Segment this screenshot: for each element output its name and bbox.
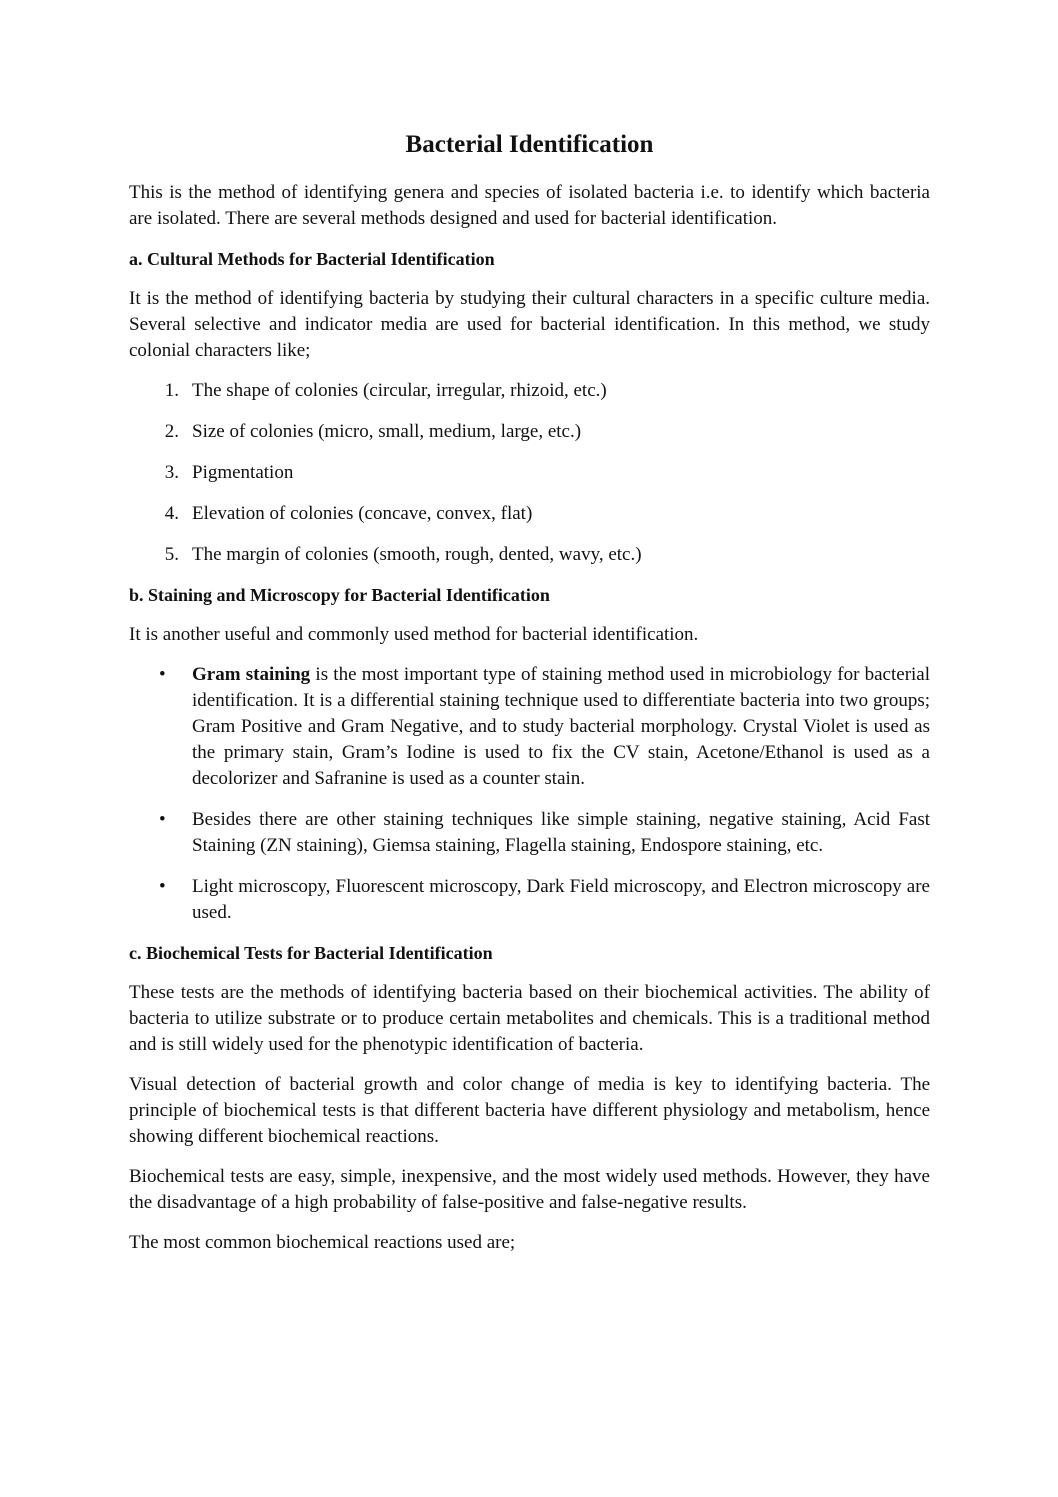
list-item <box>129 807 930 859</box>
section-c-paragraph: Biochemical tests are easy, simple, inexpensive, and the most widely used methods. However, they have the disadvantage of a high probability of false-positive and false-negative results. <box>129 1166 930 1213</box>
staining-bullet-list <box>129 662 930 926</box>
list-item-number: 4. <box>164 503 179 524</box>
colony-characters-list <box>129 378 930 568</box>
list-item-text: Pigmentation <box>192 462 294 483</box>
list-item <box>129 378 930 404</box>
section-c-heading: c. Biochemical Tests for Bacterial Identification <box>129 943 493 963</box>
list-item-text: Light microscopy, Fluorescent microscopy, Dark Field microscopy, and Electron microscopy are used. <box>192 876 930 923</box>
section-a-paragraph: It is the method of identifying bacteria by studying their cultural characters in a specific culture media. Several selective and indicator media are used for bacterial identification. In this method, we study colonial characters like; <box>129 288 930 361</box>
list-item <box>129 542 930 568</box>
list-item-text: Size of colonies (micro, small, medium, large, etc.) <box>192 421 582 442</box>
list-item <box>129 419 930 445</box>
section-b-heading: b. Staining and Microscopy for Bacterial Identification <box>129 585 550 605</box>
section-c-paragraph: Visual detection of bacterial growth and color change of media is key to identifying bacteria. The principle of biochemical tests is that different bacteria have different physiology and metabolism, hence showing different biochemical reactions. <box>129 1074 930 1147</box>
list-item <box>129 501 930 527</box>
section-a-heading: a. Cultural Methods for Bacterial Identification <box>129 249 495 269</box>
list-item-text: The shape of colonies (circular, irregular, rhizoid, etc.) <box>192 380 607 401</box>
bullet-icon: • <box>159 664 166 685</box>
list-item-number: 1. <box>164 380 179 401</box>
list-item <box>129 874 930 926</box>
section-c-paragraph: The most common biochemical reactions used are; <box>129 1232 516 1253</box>
page-title: Bacterial Identification <box>405 131 654 158</box>
section-b-paragraph: It is another useful and commonly used method for bacterial identification. <box>129 624 699 645</box>
list-item <box>129 460 930 486</box>
section-c-paragraph: These tests are the methods of identifying bacteria based on their biochemical activities. The ability of bacteria to utilize substrate or to produce certain metabolites and chemicals. This is a traditional method and is still widely used for the phenotypic identification of bacteria. <box>129 982 930 1055</box>
list-item-number: 2. <box>164 421 179 442</box>
list-item-text: Besides there are other staining techniques like simple staining, negative staining, Acid Fast Staining (ZN staining), Giemsa staining, Flagella staining, Endospore staining, etc. <box>192 809 930 856</box>
list-item-number: 5. <box>164 544 179 565</box>
bullet-icon: • <box>159 876 166 897</box>
list-item-text: The margin of colonies (smooth, rough, dented, wavy, etc.) <box>192 544 642 565</box>
list-item-text: Elevation of colonies (concave, convex, flat) <box>192 503 533 524</box>
intro-paragraph: This is the method of identifying genera and species of isolated bacteria i.e. to identify which bacteria are isolated. There are several methods designed and used for bacterial identification. <box>129 182 930 229</box>
list-item-number: 3. <box>164 462 179 483</box>
bullet-icon: • <box>159 809 166 830</box>
bold-term: Gram staining <box>192 664 311 685</box>
list-item-text: is the most important type of staining method used in microbiology for bacterial identification. It is a differential staining technique used to differentiate bacteria into two groups; Gram Positive and Gram Negative, and to study bacterial morphology. Crystal Violet is used as the primary stain, Gram’s Iodine is used to fix the CV stain, Acetone/Ethanol is used as a decolorizer and Safranine is used as a counter stain. <box>192 664 931 789</box>
list-item <box>129 662 930 792</box>
